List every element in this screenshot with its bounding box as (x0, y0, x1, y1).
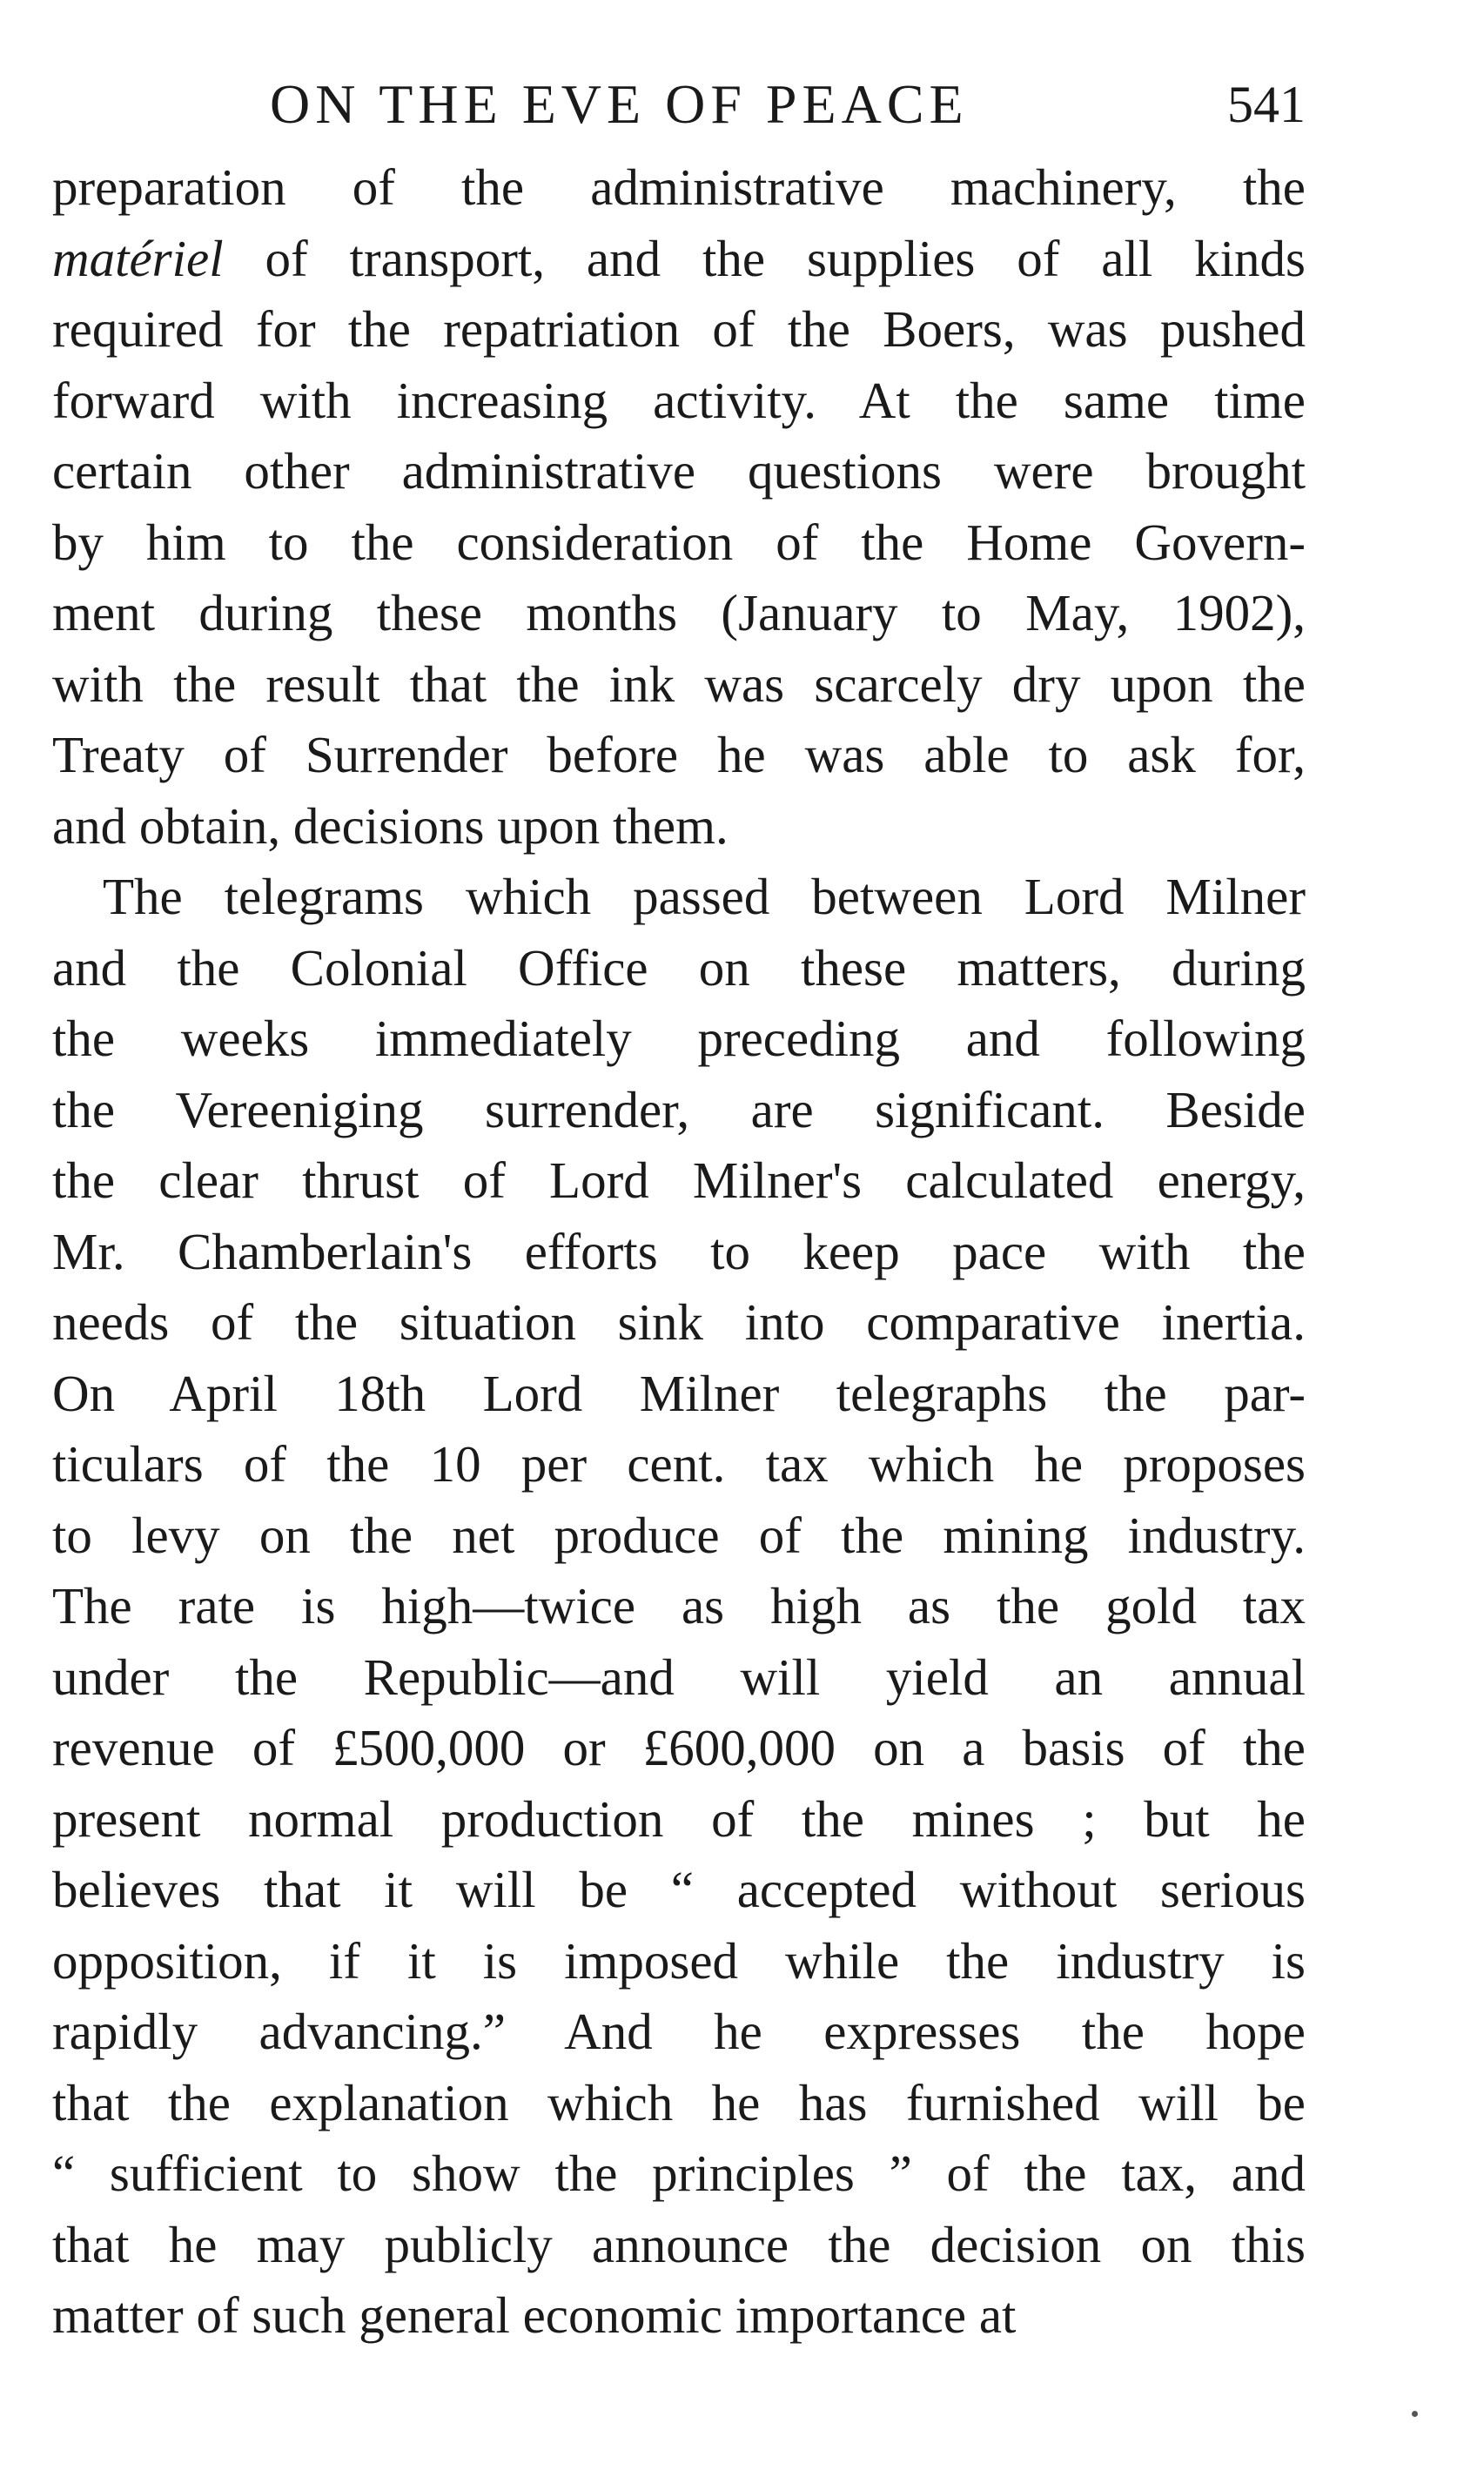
text-line (52, 1713, 1306, 1784)
text-line (52, 1429, 1306, 1500)
line-text: ticulars of the 10 per cent. tax which he proposes (52, 1435, 1306, 1493)
text-line (52, 862, 1306, 933)
text-line (52, 1075, 1306, 1146)
line-text: revenue of £500,000 or £600,000 on a basis of the (52, 1719, 1306, 1776)
italic-term: matériel (52, 229, 224, 287)
text-line (52, 1926, 1306, 1997)
paragraph (52, 862, 1306, 2352)
text-line (52, 2138, 1306, 2210)
line-text: required for the repatriation of the Boers, was pushed (52, 300, 1306, 358)
text-line (52, 1500, 1306, 1572)
running-title: ON THE EVE OF PEACE (270, 73, 969, 135)
text-line (52, 1642, 1306, 1714)
line-text: by him to the consideration of the Home Govern- (52, 513, 1306, 571)
line-text: On April 18th Lord Milner telegraphs the par- (52, 1364, 1306, 1422)
line-text: certain other administrative questions were brought (52, 442, 1306, 500)
line-text: The telegrams which passed between Lord Milner (103, 868, 1306, 925)
line-text: the weeks immediately preceding and following (52, 1010, 1306, 1067)
text-line (52, 224, 1306, 295)
text-line (52, 2280, 1306, 2352)
text-line (52, 1997, 1306, 2068)
line-text: and obtain, decisions upon them. (52, 796, 729, 855)
text-line (52, 152, 1306, 224)
text-line (52, 2210, 1306, 2281)
line-text: the clear thrust of Lord Milner's calculated energy, (52, 1151, 1306, 1209)
text-line (52, 294, 1306, 366)
text-line (52, 1571, 1306, 1642)
text-line (52, 649, 1306, 721)
line-text: The rate is high—twice as high as the gold tax (52, 1577, 1306, 1634)
text-line (52, 1855, 1306, 1926)
text-line (52, 507, 1306, 579)
line-text: of transport, and the supplies of all kinds (223, 229, 1306, 287)
text-line (52, 578, 1306, 649)
line-text: present normal production of the mines ; but he (52, 1789, 1306, 1848)
text-line (52, 366, 1306, 437)
body-text (52, 152, 1306, 2352)
line-text: to levy on the net produce of the mining industry. (52, 1506, 1306, 1564)
text-line (52, 1145, 1306, 1217)
line-text: the Vereeniging surrender, are significant. Beside (52, 1080, 1306, 1138)
line-text: Mr. Chamberlain's efforts to keep pace with the (52, 1222, 1306, 1280)
line-text: ment during these months (January to May, 1902), (52, 584, 1306, 641)
line-text: believes that it will be “ accepted without serious (52, 1861, 1306, 1918)
page-number: 541 (1227, 76, 1306, 133)
text-line (52, 1003, 1306, 1075)
line-text: under the Republic—and will yield an annual (52, 1648, 1306, 1706)
text-line (52, 1359, 1306, 1430)
line-text: that the explanation which he has furnished will be (52, 2073, 1306, 2131)
line-text: rapidly advancing.” And he expresses the hope (52, 2003, 1306, 2060)
line-text: preparation of the administrative machinery, the (52, 158, 1306, 216)
text-line (52, 791, 1306, 862)
line-text: that he may publicly announce the decision on this (52, 2215, 1306, 2273)
line-text: with the result that the ink was scarcely dry upon the (52, 654, 1306, 713)
paragraph (52, 152, 1306, 862)
text-line (52, 720, 1306, 791)
line-text: needs of the situation sink into comparative inertia. (52, 1293, 1306, 1351)
paragraphs (52, 152, 1306, 2352)
line-text: “ sufficient to show the principles ” of the tax, and (52, 2144, 1306, 2202)
text-line (52, 1217, 1306, 1288)
text-line (52, 1784, 1306, 1856)
page-header (52, 70, 1306, 148)
paper-speck (1412, 2411, 1418, 2417)
line-text: matter of such general economic importance at (52, 2286, 1017, 2344)
text-line (52, 436, 1306, 507)
line-text: forward with increasing activity. At the same time (52, 371, 1306, 429)
text-line (52, 933, 1306, 1004)
line-text: Treaty of Surrender before he was able to ask for, (52, 726, 1306, 783)
line-text: and the Colonial Office on these matters, during (52, 938, 1306, 997)
text-line (52, 2068, 1306, 2139)
text-line (52, 1287, 1306, 1359)
line-text: opposition, if it is imposed while the industry is (52, 1931, 1306, 1990)
